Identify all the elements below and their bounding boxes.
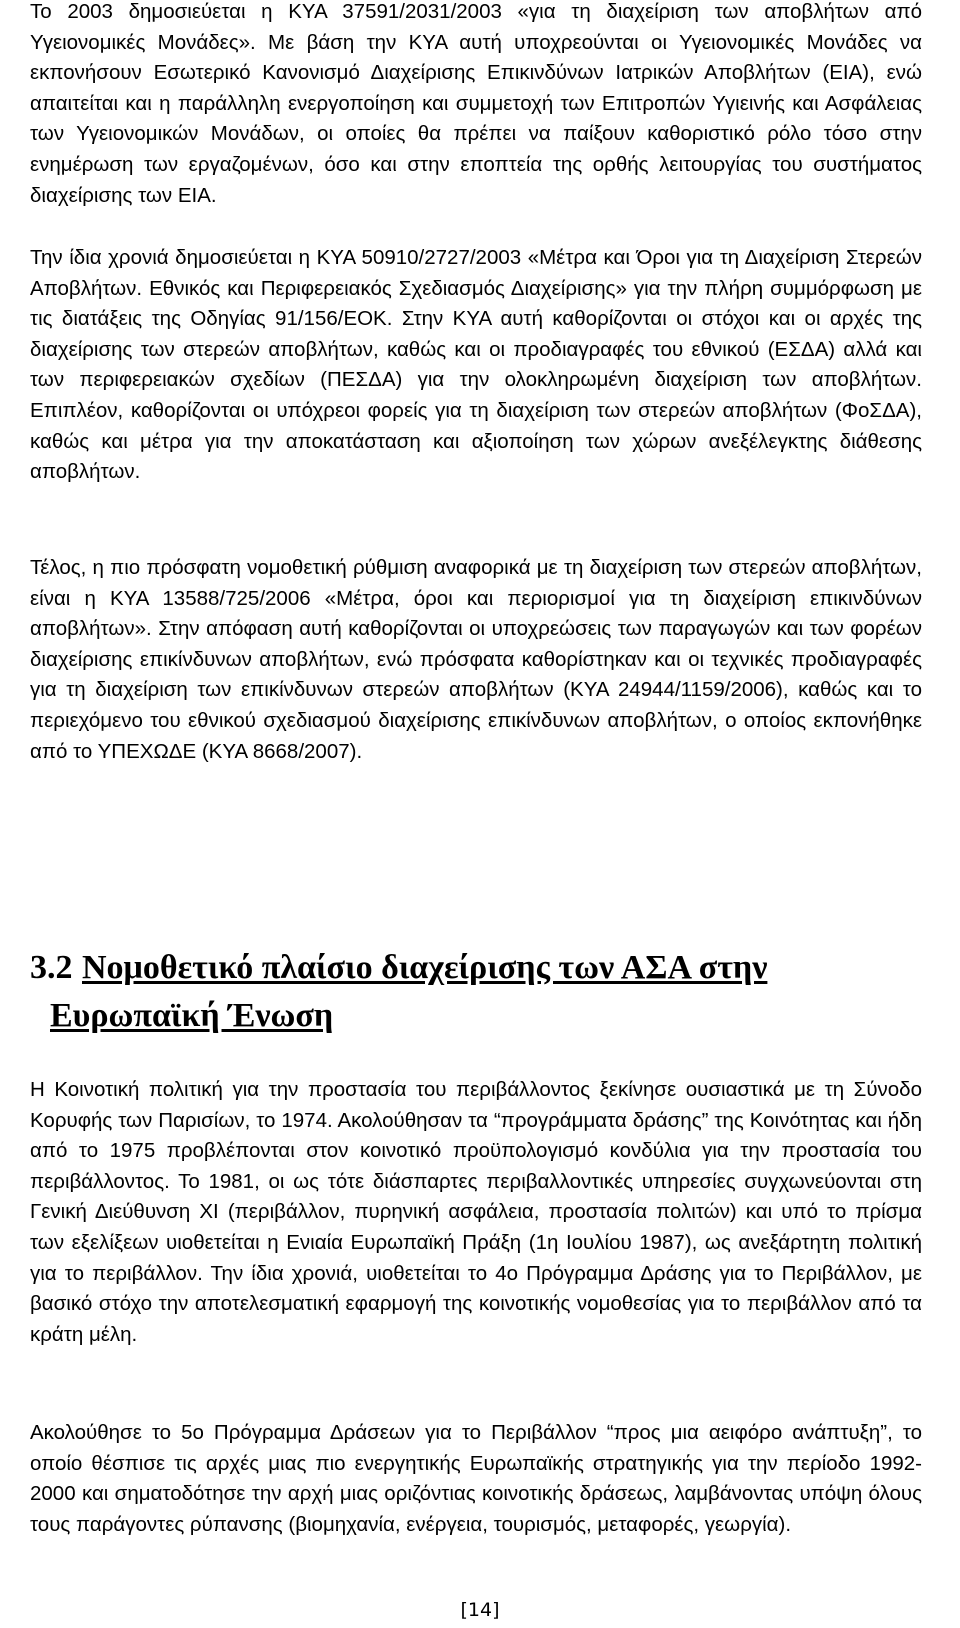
section-title-line2: Ευρωπαϊκή Ένωση — [50, 997, 334, 1034]
section-heading — [30, 944, 922, 1040]
paragraph-kya-solid-waste: Την ίδια χρονιά δημοσιεύεται η ΚΥΑ 50910/2727/2003 «Μέτρα και Όροι για τη Διαχείριση Στερεών Αποβλήτων. Εθνικός και Περιφερειακός Σχεδιασμός Διαχείρισης» για την πλήρη συμμόρφωση με τις διατάξεις της Οδηγίας 91/156/ΕΟΚ. Στην ΚΥΑ αυτή καθορίζονται οι στόχοι και οι αρχές της διαχείρισης των στερεών αποβλήτων, καθώς και οι προδιαγραφές του εθνικού (ΕΣΔΑ) αλλά και των περιφερειακών σχεδίων (ΠΕΣΔΑ) για την ολοκληρωμένη διαχείριση των αποβλήτων. Επιπλέον, καθορίζονται οι υπόχρεοι φορείς για τη διαχείριση των στερεών αποβλήτων (ΦοΣΔΑ), καθώς και μέτρα για την αποκατάσταση και αξιοποίηση των χώρων ανεξέλεγκτης διάθεσης αποβλήτων. — [30, 246, 922, 484]
section-title-line1: Νομοθετικό πλαίσιο διαχείρισης των ΑΣΑ στην — [82, 949, 768, 986]
paragraph-eu-environment-policy: Η Κοινοτική πολιτική για την προστασία του περιβάλλοντος ξεκίνησε ουσιαστικά με τη Σύνοδο Κορυφής των Παρισίων, το 1974. Ακολούθησαν τα “προγράμματα δράσης” της Κοινότητας και ήδη από το 1975 προβλέπονται στον κοινοτικό προϋπολογισμό κονδύλια για την προστασία του περιβάλλοντος. Το 1981, οι ως τότε διάσπαρτες περιβαλλοντικές υπηρεσίες συγχωνεύονται στη Γενική Διεύθυνση ΧΙ (περιβάλλον, πυρηνική ασφάλεια, προστασία πολιτών) και υπό το πρίσμα των εξελίξεων υιοθετείται η Ενιαία Ευρωπαϊκή Πράξη (1η Ιουλίου 1987), ως ανεξάρτητη πολιτική για το περιβάλλον. Την ίδια χρονιά, υιοθετείται το 4ο Πρόγραμμα Δράσης για το Περιβάλλον, με βασικό στόχο την αποτελεσματική εφαρμογή της κοινοτικής νομοθεσίας για το περιβάλλον από τα κράτη μέλη. — [30, 1078, 922, 1346]
paragraph-kya-medical-waste: Το 2003 δημοσιεύεται η ΚΥΑ 37591/2031/2003 «για τη διαχείριση των αποβλήτων από Υγειονομικές Μονάδες». Με βάση την ΚΥΑ αυτή υποχρεούνται οι Υγειονομικές Μονάδες να εκπονήσουν Εσωτερικό Κανονισμό Διαχείρισης Επικινδύνων Ιατρικών Αποβλήτων (ΕΙΑ), ενώ απαιτείται και η παράλληλη ενεργοποίηση και συμμετοχή των Επιτροπών Υγιεινής και Ασφάλειας των Υγειονομικών Μονάδων, οι οποίες θα πρέπει να παίξουν καθοριστικό ρόλο τόσο στην ενημέρωση των εργαζομένων, όσο και στην εποπτεία της ορθής λειτουργίας του συστήματος διαχείρισης των ΕΙΑ. — [30, 0, 922, 207]
paragraph-fifth-action-programme: Ακολούθησε το 5ο Πρόγραμμα Δράσεων για το Περιβάλλον “προς μια αειφόρο ανάπτυξη”, το οποίο θέσπισε τις αρχές μιας πιο ενεργητικής Ευρωπαϊκής στρατηγικής για την περίοδο 1992-2000 και σηματοδότησε την αρχή μιας οριζόντιας κοινοτικής δράσεως, λαμβάνοντας υπόψη όλους τους παράγοντες ρύπανσης (βιομηχανία, ενέργεια, τουρισμός, μεταφορές, γεωργία). — [30, 1421, 922, 1536]
page-number: [14] — [460, 1599, 500, 1621]
paragraph-kya-hazardous-waste: Τέλος, η πιο πρόσφατη νομοθετική ρύθμιση αναφορικά με τη διαχείριση των στερεών αποβλήτων, είναι η ΚΥΑ 13588/725/2006 «Μέτρα, όροι και περιορισμοί για τη διαχείριση επικινδύνων αποβλήτων». Στην απόφαση αυτή καθορίζονται οι υποχρεώσεις των παραγωγών και των φορέων διαχείρισης επικίνδυνων αποβλήτων, ενώ πρόσφατα καθορίστηκαν και οι τεχνικές προδιαγραφές για τη διαχείριση των επικίνδυνων στερεών αποβλήτων (ΚΥΑ 24944/1159/2006), καθώς και το περιεχόμενο του εθνικού σχεδιασμού διαχείρισης επικίνδυνων αποβλήτων, ο οποίος εκπονήθηκε από το ΥΠΕΧΩΔΕ (ΚΥΑ 8668/2007). — [30, 556, 922, 763]
section-number: 3.2 — [30, 949, 73, 986]
